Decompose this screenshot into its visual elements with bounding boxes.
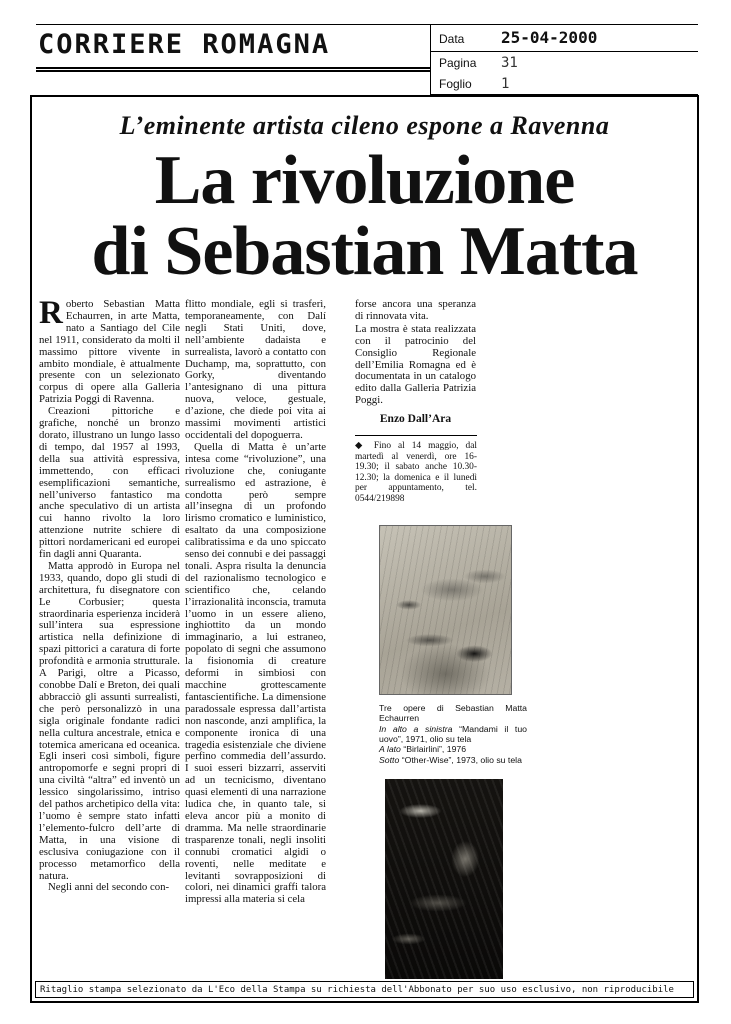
article-clipping xyxy=(30,95,699,1003)
byline: Enzo Dall’Ara xyxy=(379,413,452,426)
headline xyxy=(32,142,697,290)
paragraph: La mostra è stata realizzata con il patrocinio del Consiglio Regionale dell’Emilia Romagna ed è documentata in un catalogo edito dalla Galleria Patrizia Poggi. xyxy=(355,322,476,407)
body-columns xyxy=(39,295,691,979)
figure-caption xyxy=(379,703,527,765)
meta-value-pagina: 31 xyxy=(501,55,518,71)
meta-value-foglio: 1 xyxy=(501,76,510,92)
newspaper-name: CORRIERE ROMAGNA xyxy=(38,29,331,60)
masthead xyxy=(36,24,432,72)
headline-line-1: La rivoluzione xyxy=(154,142,575,219)
meta-label-data: Data xyxy=(439,32,465,46)
caption-line: A lato “Birlairlini”, 1976 xyxy=(379,744,467,755)
meta-value-data: 25-04-2000 xyxy=(501,28,598,47)
caption-line: Tre opere di Sebastian Matta Echaurren xyxy=(379,702,527,723)
paragraph: Matta approdò in Europa nel 1933, quando, dopo gli studi di architettura, fu disegnatore con Le Corbusier; questa straordinaria esperienza inciderà sull’intera sua espressione artistica nella definizione di spazi pittorici a caratura di forte profondità e armonia strutturale. A Parigi, oltre a Picasso, conobbe Dalí e Breton, dei quali abbracciò gli assunti surrealisti, che però personalizzò in una sigla originale fondante radici nella cultura ancestrale, etnica e totemica americana ed oceanica. Egli inserì così simboli, figure antropomorfe e segni propri di una civiltà “altra” ed inventò un lessico singolarissimo, intriso del pathos archetipico della vita: l’uomo è sempre stato infatti l’elemento-fulcro dell’arte di Matta, in una visione di esclusiva coniugazione con il processo metamorfico della natura. xyxy=(39,559,180,882)
press-clipping-footer: Ritaglio stampa selezionato da L'Eco della Stampa su richiesta dell'Abbonato per suo uso esclusivo, non riproducibile xyxy=(35,981,694,998)
paragraph: flitto mondiale, egli si trasferì, temporaneamente, con Dalí negli Stati Uniti, dove, nell’ambiente dadaista e surrealista, lavorò a contatto con Duchamp, ma, soprattutto, con Gorky, diventando l’antesignano di una pittura nuova, veloce, gestuale, d’azione, che diede poi vita ai massimi movimenti artistici occidentali del dopoguerra. xyxy=(185,298,326,441)
paragraph: Negli anni del secondo con- xyxy=(48,881,170,894)
meta-row-foglio xyxy=(431,73,698,94)
body-column-2 xyxy=(185,299,326,979)
paragraph: Roberto Sebastian Matta Echaurren, in arte Matta, nato a Santiago del Cile nel 1911, considerato da molti il massimo pittore vivente in ambito mondiale, è attualmente presente con un selezionato corpus di opere alla Galleria Patrizia Poggi di Ravenna. xyxy=(39,295,180,406)
headline-line-2: di Sebastian Matta xyxy=(91,213,638,290)
paragraph: forse ancora una speranza di rinnovata vita. xyxy=(355,298,476,322)
meta-row-data xyxy=(431,25,698,52)
meta-label-pagina: Pagina xyxy=(439,56,477,70)
paragraph: Quella di Matta è un’arte intesa come “rivoluzione”, una rivoluzione che, coniugante surrealismo ed astrazione, è condotta però sempre all’insegna di un profondo lirismo cromatico e luministico, esaltato da una composizione calibratissima e da uno spiccato senso dei connubi e dei passaggi tonali. Aspra risulta la denuncia del razionalismo tecnologico e scientifico che, celando l’irrazionalità inconscia, tramuta l’uomo in un essere alieno, inghiottito da un mondo immaginario, a lui estraneo, popolato di segni che assumono la fisionomia di creature deformi in simbiosi con macchine grottescamente fantascientifiche. La dimensione paradossale espressa dall’artista non nasconde, anzi amplifica, la componente ironica di una tragedia esistenziale che diviene perfino commedia dell’assurdo. I suoi esseri bizzarri, asserviti ad un tecnicismo, diventano quasi elementi di una narrazione ludica che, in quanto tale, si eleva ancor più a monito di dramma. Ma nelle straordinarie trasparenze tonali, negli insoliti connubi cromatici algidi o roventi, nelle meditate e levitanti sovrapposizioni di colori, nei dinamici graffi talora impressi alla materia si cela xyxy=(185,440,326,906)
meta-label-foglio: Foglio xyxy=(439,77,472,91)
caption-line: Sotto “Other-Wise”, 1973, olio su tela xyxy=(379,754,522,765)
clipping-meta-box xyxy=(430,24,698,95)
paragraph: Creazioni pittoriche e grafiche, nonché un bronzo dorato, illustrano un lungo lasso di tempo, dal 1957 al 1993, della sua attività espressiva, immettendo, con efficaci esemplificazioni semantiche, nell’universo fantastico ma anche speculativo di un artista cui hanno rivolto la loro attenzione nutrite schiere di pittori nordamericani ed europei fin dagli anni Quaranta. xyxy=(39,405,180,561)
meta-row-pagina xyxy=(431,52,698,73)
artwork-image-top xyxy=(379,525,512,695)
exhibition-info-note: ◆ Fino al 14 maggio, dal martedì al venerdì, ore 16-19.30; il sabato anche 10.30-12.30; la domenica e il lunedì per appuntamento, tel. 0544/219898 xyxy=(355,435,477,505)
kicker: L’eminente artista cileno espone a Ravenna xyxy=(119,111,610,140)
body-column-1 xyxy=(39,295,180,979)
artwork-image-bottom xyxy=(385,779,503,979)
body-column-3 xyxy=(355,299,560,979)
caption-line: In alto a sinistra “Mandami il tuo uovo”, 1971, olio su tela xyxy=(379,724,527,745)
body-column-3-text xyxy=(355,299,560,407)
